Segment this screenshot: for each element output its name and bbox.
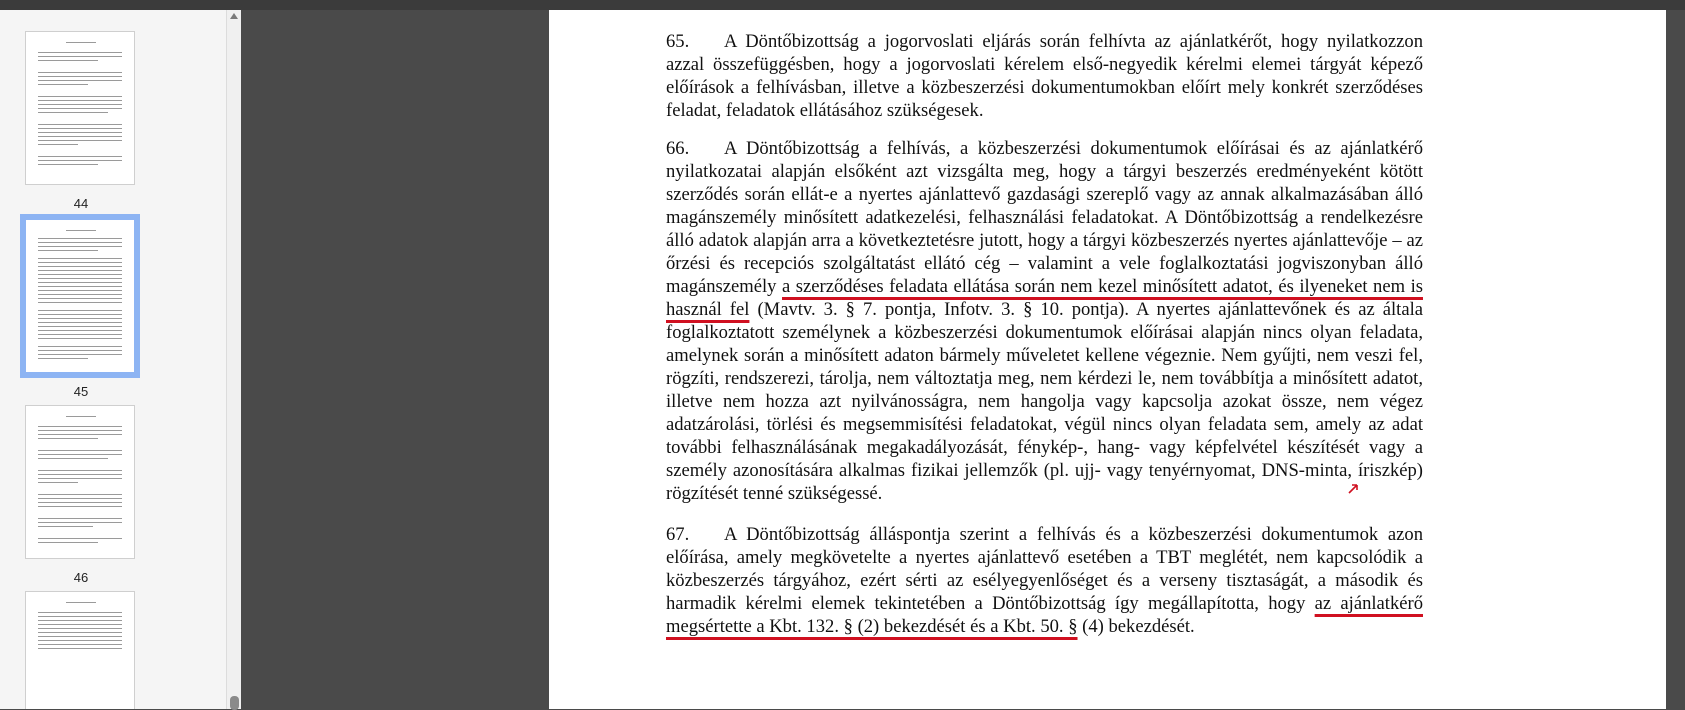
paragraph-text: A Döntőbizottság a jogorvoslati eljárás során felhívta az ajánlatkérőt, hogy nyilatkozzon azzal összefüggésben, hogy a jogorvoslati kérelem első-negyedik kérelmi elemei tárgyát képező előírások a felhívásban, illetve a közbeszerzési dokumentumokban előírt mely konkrét szerződéses feladat, feladatok ellátásához szükségesek. xyxy=(666,31,1423,121)
underlined-text: a szerződéses feladata ellátása során nem kezel minősített adatot, és ilyeneket nem is használ fel xyxy=(666,276,1423,320)
paragraph-text: A Döntőbizottság a felhívás, a közbeszerzési dokumentumok előírásai és az ajánlatkérő nyilatkozatai alapján elsőként azt vizsgálta meg, hogy a tárgyi beszerzés eredményeként kötött szerződés során ellát-e a nyertes ajánlattevő gazdasági szereplő vagy az annak alkalmazásában álló magánszemély minősített adatkezelési, felhasználási feladatokat. A Döntőbizottság a rendelkezésre álló adatok alapján arra a következtetésre jutott, hogy a tárgyi közbeszerzés nyertes ajánlattevője – az őrzési és recepciós szolgáltatást ellátó cég – valamint a vele foglalkoztatási jogviszonyban álló magánszemély xyxy=(666,138,1423,297)
thumbnail-page-44[interactable] xyxy=(20,32,142,211)
paragraph-number: 66. xyxy=(666,138,690,159)
thumbnail-sidebar[interactable] xyxy=(0,10,226,709)
paragraph-67 xyxy=(666,523,1423,638)
thumbnail-image[interactable] xyxy=(26,32,134,184)
paragraph-text: (4) bekezdését. xyxy=(1077,616,1195,637)
thumbnail-page-46[interactable] xyxy=(20,406,142,585)
paragraph-number: 65. xyxy=(666,31,690,52)
paragraph-66 xyxy=(666,137,1423,505)
paragraph-65 xyxy=(666,30,1423,122)
thumbnail-image[interactable] xyxy=(26,406,134,558)
document-page xyxy=(549,10,1666,709)
thumbnail-page-45[interactable] xyxy=(20,220,142,399)
underlined-text: az ajánlatkérő megsértette a Kbt. 132. § (2) bekezdését és a Kbt. 50. § xyxy=(666,593,1423,637)
thumbnail-image[interactable] xyxy=(26,220,134,372)
thumbnail-label: 45 xyxy=(73,384,89,399)
cursor-arrow-icon xyxy=(1348,484,1358,494)
scrollbar-thumb[interactable] xyxy=(230,696,239,710)
top-toolbar-strip xyxy=(0,0,1685,10)
paragraph-text: A Döntőbizottság álláspontja szerint a felhívás és a közbeszerzési dokumentumok azon előírása, amely megkövetelte a nyertes ajánlattevő esetében a TBT meglétét, nem kapcsolódik a közbeszerzés tárgyához, ezért sérti az esélyegyenlőséget és a verseny tisztaságát, a második és harmadik kérelmi elemek tekintetében a Döntőbizottság így megállapította, hogy xyxy=(666,524,1423,614)
paragraph-number: 67. xyxy=(666,524,690,545)
paragraph-text: (Mavtv. 3. § 7. pontja, Infotv. 3. § 10. pontja). A nyertes ajánlattevőnek és az általa foglalkoztatott személynek a közbeszerzési dokumentumok előírásai alapján nincs olyan feladata, amelynek során a minősített adaton bármely műveletet kellene végeznie. Nem gyűjti, nem veszi fel, rögzíti, rendszerezi, tárolja, nem változtatja meg, nem kérdezi le, nem továbbítja a minősített adatot, illetve nem hozza azt nyilvánosságra, nem hangolja vagy kapcsolja azokat össze, nem végez adatzárolási, törlési és megsemmisítési feladatokat, végül nincs olyan feladata sem, amely az adat további felhasználásának megakadályozását, fénykép-, hang- vagy képfelvétel készítését vagy a személy azonosítására alkalmas fizikai jellemzők (pl. ujj- vagy tenyérnyomat, DNS-minta, íriszkép) rögzítését tenné szükségessé. xyxy=(666,299,1424,504)
thumbnail-label: 44 xyxy=(73,196,89,211)
scroll-up-arrow-icon[interactable] xyxy=(230,13,238,19)
thumbnail-image[interactable] xyxy=(26,592,134,709)
thumbnail-page-47[interactable] xyxy=(20,592,142,709)
sidebar-scrollbar[interactable] xyxy=(226,10,242,709)
thumbnail-label: 46 xyxy=(73,570,89,585)
